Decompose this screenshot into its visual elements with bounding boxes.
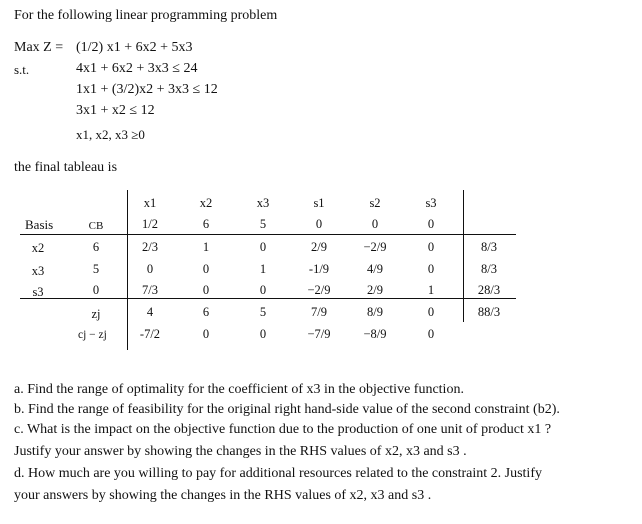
tableau-body-rule [20, 298, 516, 299]
cell: 0 [146, 262, 154, 276]
basis-label: Basis [25, 217, 54, 232]
cb-value: 5 [92, 262, 100, 276]
zj-rhs: 88/3 [477, 305, 501, 319]
cell: 0 [427, 262, 435, 276]
zj-value: 4 [146, 305, 154, 319]
cell: 4/9 [367, 262, 383, 276]
obj-coeff: 5 [259, 217, 267, 231]
objective-function: (1/2) x1 + 6x2 + 5x3 [76, 40, 193, 55]
question-c-justify: Justify your answer by showing the changes in the RHS values of x2, x3 and s3 . [14, 444, 467, 459]
zj-value: 7/9 [311, 305, 327, 319]
objective-label: Max Z = [14, 40, 64, 55]
zj-value: 8/9 [367, 305, 383, 319]
cb-label: CB [88, 220, 104, 232]
intro-text: For the following linear programming problem [14, 8, 278, 23]
cell: −2/9 [307, 283, 331, 297]
cj-zj-label: cj − zj [78, 329, 107, 341]
cj-zj-value: 0 [202, 327, 210, 341]
cell: 2/3 [142, 240, 158, 254]
rhs-value: 8/3 [481, 262, 497, 276]
cj-zj-value: -7/2 [139, 327, 161, 341]
tableau-left-divider [127, 190, 128, 350]
cell: 0 [259, 240, 267, 254]
basis-var: x2 [31, 241, 45, 255]
rhs-value: 28/3 [477, 283, 501, 297]
cell: 0 [202, 283, 210, 297]
constraint-2: 1x1 + (3/2)x2 + 3x3 ≤ 12 [76, 82, 218, 97]
rhs-value: 8/3 [481, 240, 497, 254]
tableau-intro: the final tableau is [14, 160, 118, 175]
cb-value: 6 [92, 240, 100, 254]
zj-value: 6 [202, 305, 210, 319]
header-x1: x1 [143, 196, 157, 210]
cell: 2/9 [367, 283, 383, 297]
question-a: a. Find the range of optimality for the coefficient of x3 in the objective function. [14, 382, 464, 397]
cell: 1 [259, 262, 267, 276]
zj-label: zj [91, 307, 101, 321]
basis-var: x3 [31, 264, 45, 278]
cell: 2/9 [311, 240, 327, 254]
cell: −2/9 [363, 240, 387, 254]
question-c: c. What is the impact on the objective function due to the production of one unit of product x1 ? [14, 422, 552, 437]
obj-coeff: 1/2 [142, 217, 158, 231]
cj-zj-value: 0 [427, 327, 435, 341]
cell: 0 [427, 240, 435, 254]
cell: 0 [202, 262, 210, 276]
constraint-3: 3x1 + x2 ≤ 12 [76, 103, 155, 118]
obj-coeff: 0 [371, 217, 379, 231]
cell: 0 [259, 283, 267, 297]
obj-coeff: 6 [202, 217, 210, 231]
header-s2: s2 [369, 196, 381, 210]
nonnegativity: x1, x2, x3 ≥0 [76, 127, 145, 142]
cj-zj-value: −8/9 [363, 327, 387, 341]
cell: 1 [202, 240, 210, 254]
obj-coeff: 0 [427, 217, 435, 231]
question-d: d. How much are you willing to pay for additional resources related to the constraint 2. Justify [14, 466, 542, 481]
header-x3: x3 [256, 196, 270, 210]
cell: -1/9 [308, 262, 330, 276]
cb-value: 0 [92, 283, 100, 297]
cj-zj-value: −7/9 [307, 327, 331, 341]
cell: 7/3 [142, 283, 158, 297]
question-d-justify: your answers by showing the changes in the RHS values of x2, x3 and s3 . [14, 488, 432, 503]
obj-coeff: 0 [315, 217, 323, 231]
tableau-right-divider [463, 190, 464, 322]
zj-value: 0 [427, 305, 435, 319]
cell: 1 [427, 283, 435, 297]
header-s1: s1 [313, 196, 325, 210]
tableau-header-rule [20, 234, 516, 235]
constraint-1: 4x1 + 6x2 + 3x3 ≤ 24 [76, 61, 198, 76]
header-x2: x2 [199, 196, 213, 210]
question-b: b. Find the range of feasibility for the original right hand-side value of the second constraint (b2). [14, 402, 560, 417]
cj-zj-value: 0 [259, 327, 267, 341]
header-s3: s3 [425, 196, 437, 210]
basis-var: s3 [32, 285, 44, 299]
zj-value: 5 [259, 305, 267, 319]
st-label: s.t. [14, 62, 30, 77]
